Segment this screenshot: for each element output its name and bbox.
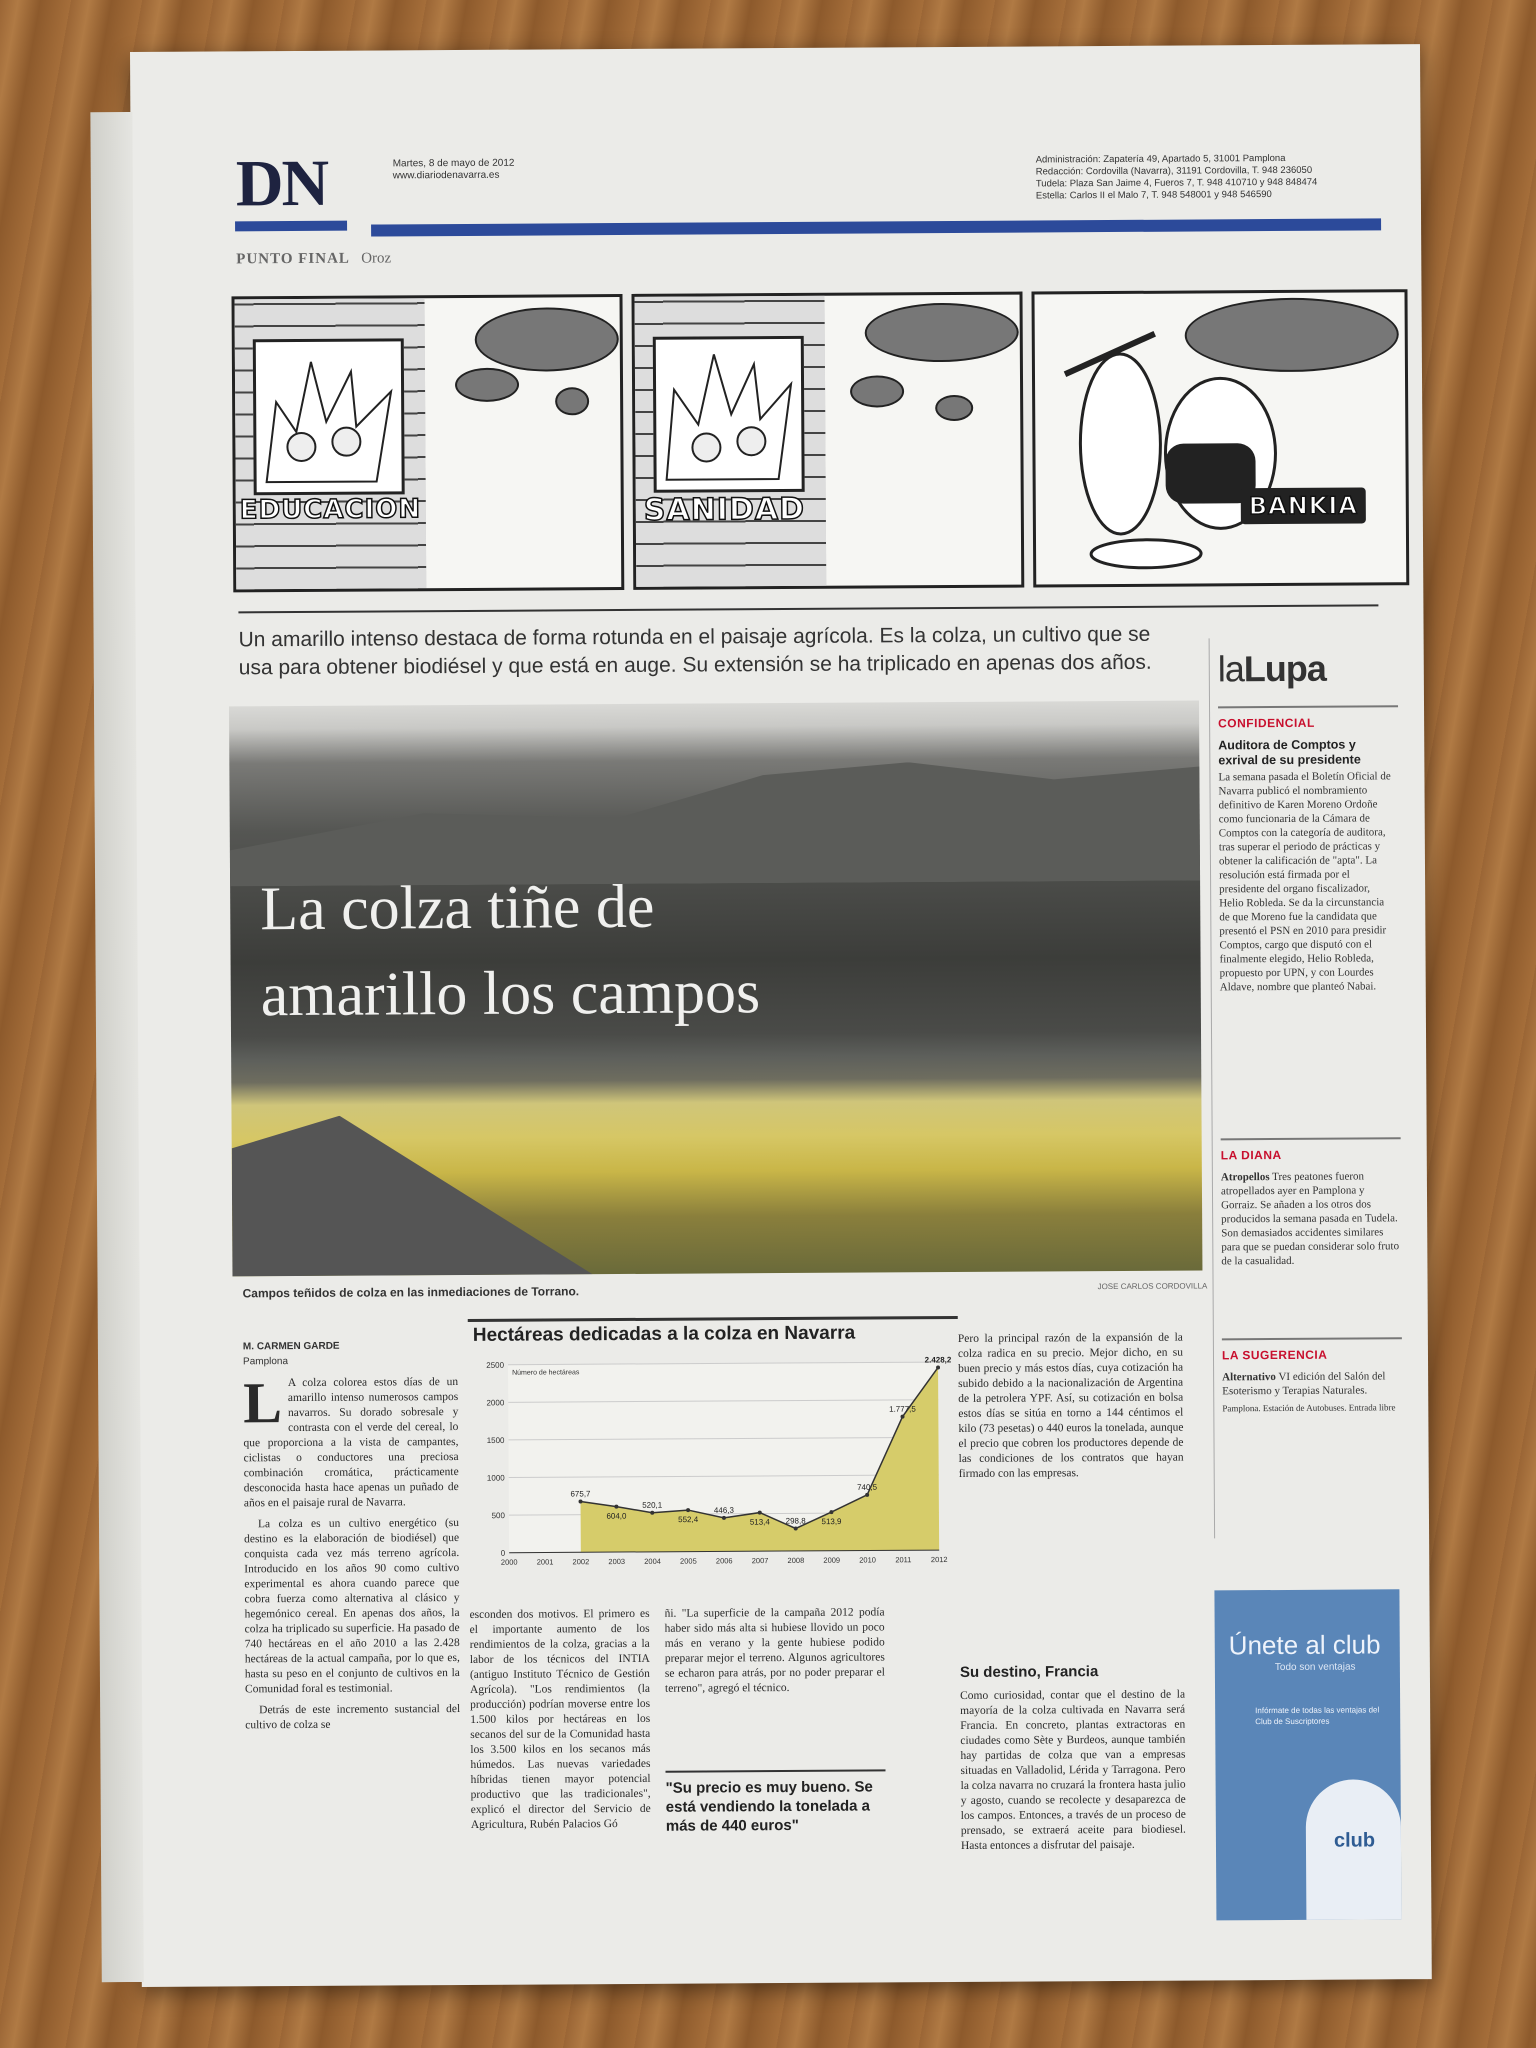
chart-point xyxy=(650,1511,654,1515)
chart-y-axis-label: Número de hectáreas xyxy=(512,1369,580,1377)
sidebar-subhead: Auditora de Comptos y exrival de su presidente xyxy=(1218,737,1361,768)
photo-credit: JOSE CARLOS CORDOVILLA xyxy=(1097,1281,1208,1292)
masthead-meta xyxy=(393,157,593,182)
article-column-3 xyxy=(665,1605,886,1696)
chart-point xyxy=(794,1526,798,1530)
chart-x-tick-label: 2011 xyxy=(895,1555,912,1565)
brick-wall xyxy=(235,298,427,589)
drop-cap: L xyxy=(243,1370,283,1436)
contact-line: Estella: Carlos II el Malo 7, T. 948 548001 y 948 546590 xyxy=(1035,189,1272,202)
chart-data-label: 2.428,2 xyxy=(924,1355,952,1365)
brick-wall xyxy=(635,296,827,587)
sidebar-text xyxy=(1221,1169,1400,1268)
sidebar-where: Pamplona. Estación de Autobuses. Entrada libre xyxy=(1222,1402,1396,1414)
website[interactable]: www.diariodenavarra.es xyxy=(392,169,500,182)
smoke-cloud xyxy=(455,368,519,402)
sidebar-body: Tres peatones fueron atropellados ayer en Pamplona y Gorraiz. Se añaden a los otros dos producidos la semana pasada en Tudela. Son demasiados accidentes similares para que se puedan considerar solo fruto de la casualidad. xyxy=(1220,1170,1400,1268)
sidebar-rule xyxy=(1221,1137,1401,1140)
chart-data-label: 740,5 xyxy=(857,1482,878,1492)
article-column-1 xyxy=(243,1370,461,1733)
chart-title: Hectáreas dedicadas a la colza en Navarra xyxy=(472,1322,856,1346)
article-column-4b xyxy=(960,1688,1186,1854)
contact-line: Tudela: Plaza San Jaime 4, Fueros 7, T. 948 410710 y 948 848474 xyxy=(1035,176,1318,190)
contact-line: Redacción: Cordovilla (Navarra), 31191 Cordovilla, T. 948 236050 xyxy=(1035,164,1313,178)
chart-data-label: 298,8 xyxy=(785,1516,806,1526)
explosion-icon xyxy=(256,341,402,492)
chart-data-label: 520,1 xyxy=(642,1500,663,1510)
chart-y-tick-label: 2000 xyxy=(486,1398,505,1408)
column-text: Detrás de este incremento sustancial del cultivo de colza se xyxy=(245,1703,461,1732)
chart-point xyxy=(614,1505,618,1509)
comic-panel-1 xyxy=(231,294,624,592)
chart-x-tick-label: 2008 xyxy=(787,1555,805,1566)
smoke-cloud xyxy=(555,387,589,415)
chart-data-label: 604,0 xyxy=(606,1511,627,1521)
figure-with-briefcase-icon xyxy=(1045,313,1317,575)
wall-hole xyxy=(253,338,405,495)
sidebar-text: La semana pasada el Boletín Oficial de Navarra publicó el nombramiento definitivo de Karen Moreno Ordoñe como funcionaria de la Cámara de Comptos con la categoría de auditora, tras superar el periodo de prácticas y obtener la calificación de "apta". La resolución está firmada por el presidente del organo fiscalizador, Helio Robleda. Se da la circunstancia de que Moreno fue la candidata que presentó el PSN en 2010 para presidir Comptos, cargo que disputó con el finalmente elegido, Helio Robleda, propuesto por UPN, y con Lourdes Aldave, nombre que planteó Nabai. xyxy=(1218,770,1391,994)
colza-chart xyxy=(468,1322,960,1585)
comic-panel-2 xyxy=(631,292,1024,590)
subhead: Su destino, Francia xyxy=(959,1663,1099,1681)
newspaper-logo: DN xyxy=(235,146,328,221)
chart-y-tick-label: 1500 xyxy=(486,1435,505,1446)
section-header xyxy=(236,250,391,268)
column-text: La colza es un cultivo energético (su destino es la elaboración de biodiésel) que conquista cada vez más terreno agrícola. Introducido en los años 90 como cultivo experimental es ahora cuando parece que cobra fuerza como alternativa al clásico y hegemónico cereal. En apenas dos años, la colza ha triplicado su superficie. Ha pasado de 740 hectáreas en el año 2010 a las 2.428 hectáreas de la actual campaña, por lo que es, hasta su peso en el conjunto de cultivos en la Comunidad foral es testimonial. xyxy=(244,1517,460,1696)
chart-point xyxy=(901,1415,905,1419)
chart-x-tick-label: 2004 xyxy=(644,1556,661,1566)
chart-point xyxy=(758,1511,762,1515)
headline-line-1: La colza tiñe de xyxy=(260,872,655,944)
chart-point xyxy=(829,1510,833,1514)
chart-point xyxy=(936,1365,940,1369)
explosion-icon xyxy=(656,339,802,490)
bankia-sign xyxy=(1241,487,1366,524)
newspaper-page xyxy=(130,44,1432,1987)
byline: M. CARMEN GARDE xyxy=(242,1340,340,1353)
chart-x-tick-label: 2001 xyxy=(536,1557,554,1567)
chart-y-tick-label: 0 xyxy=(500,1548,506,1558)
chart-y-tick-label: 2500 xyxy=(486,1360,505,1370)
lupa-logo-lupa: Lupa xyxy=(1243,647,1326,690)
chart-plot xyxy=(468,1350,959,1583)
chart-data-label: 675,7 xyxy=(570,1489,591,1499)
contact-line: Administración: Zapatería 49, Apartado 5, 31001 Pamplona xyxy=(1035,152,1286,166)
sidebar-subhead: Atropellos xyxy=(1220,1171,1270,1184)
issue-date: Martes, 8 de mayo de 2012 xyxy=(392,157,515,170)
chart-x-tick-label: 2000 xyxy=(500,1557,518,1567)
chart-x-tick-label: 2009 xyxy=(823,1555,841,1565)
pullquote: "Su precio es muy bueno. Se está vendiendo la tonelada a más de 440 euros" xyxy=(665,1778,873,1835)
sidebar-heading-sugerencia: LA SUGERENCIA xyxy=(1221,1347,1328,1363)
sidebar-heading-la-diana: LA DIANA xyxy=(1220,1147,1282,1163)
column-text: Pero la principal razón de la expansión de la colza radica en su precio. Mejor dicho, en su buen precio y más estos días, cuya cotización ha subido debido a la nacionalización de Argentina de la petrolera YPF. Así, su cotización en bolsa estos días se sitúa en torno a 144 céntimos el kilo (73 pesetas) o 440 euros la tonelada, aunque el precio que cobren los productores depende de las condiciones de los contratos que hayan firmado con las empresas. xyxy=(957,1331,1184,1480)
lupa-logo xyxy=(1218,648,1326,691)
pullquote-rule xyxy=(666,1769,886,1772)
section-author: Oroz xyxy=(361,250,392,267)
ad-text: Infórmate de todas las ventajas del Club de Suscriptores xyxy=(1255,1705,1380,1727)
byline-location: Pamplona xyxy=(242,1356,289,1368)
header-rule xyxy=(371,218,1381,236)
sidebar-la-lupa xyxy=(1209,637,1407,1538)
comic-label-education: EDUCACION xyxy=(239,494,422,526)
smoke-cloud xyxy=(850,375,904,407)
chart-point xyxy=(686,1508,690,1512)
chart-x-tick-label: 2007 xyxy=(751,1556,769,1566)
club-advertisement[interactable] xyxy=(1214,1589,1401,1920)
section-divider xyxy=(238,604,1378,613)
chart-data-label: 513,4 xyxy=(749,1517,770,1527)
column-text: esconden dos motivos. El primero es el importante aumento de los rendimientos de la colza, gracias a la labor de los técnicos del INTIA (antiguo Instituto Técnico de Gestión Agrícola). "Los rendimientos (la producción) podrían moverse entre los 1.500 kilos por hectáreas en los secanos del sur de la Comunidad hasta los 3.500 kilos en los secanos más húmedos. Las nuevas variedades híbridas tienen mayor potencial productivo que las tradicionales", explicó el director del Servicio de Agricultura, Rubén Palacios Gó xyxy=(469,1607,651,1831)
chart-point xyxy=(722,1516,726,1520)
logo-underline xyxy=(235,221,347,232)
chart-x-tick-label: 2005 xyxy=(680,1556,697,1566)
comic-panel-3 xyxy=(1031,289,1409,587)
lede-text: Un amarillo intenso destaca de forma rotunda en el paisaje agrícola. Es la colza, un cultivo que se usa para obtener biodiésel y que está en auge. Su extensión se ha triplicado en apenas dos años. xyxy=(238,622,1152,680)
section-label: PUNTO FINAL xyxy=(236,250,350,268)
wall-hole xyxy=(653,336,805,493)
chart-data-label: 552,4 xyxy=(678,1515,699,1525)
ad-subtitle: Todo son ventajas xyxy=(1274,1661,1356,1674)
chart-data-label: 513,9 xyxy=(821,1517,842,1527)
chart-point xyxy=(579,1499,583,1503)
headline-line-2: amarillo los campos xyxy=(260,958,761,1030)
sidebar-rule xyxy=(1222,1337,1402,1340)
chart-data-label: 1.777,5 xyxy=(889,1404,916,1414)
chart-data-label: 446,3 xyxy=(713,1505,734,1515)
road xyxy=(232,1114,593,1276)
contact-block xyxy=(1036,152,1381,202)
chart-x-tick-label: 2002 xyxy=(572,1557,590,1567)
article-column-2 xyxy=(470,1607,651,1833)
chart-y-tick-label: 500 xyxy=(491,1511,505,1521)
column-text: ñi. "La superficie de la campaña 2012 podía haber sido más alta si hubiese llovido un poco más en verano y la gente hubiese podido preparar mejor el terreno. Algunos agricultores se echaron para atrás, por no poder preparar el terreno", agregó el técnico. xyxy=(664,1606,885,1695)
photo-caption: Campos teñidos de colza en las inmediaciones de Torrano. xyxy=(242,1284,580,1301)
chart-x-tick-label: 2006 xyxy=(715,1556,733,1566)
sidebar-heading-confidencial: CONFIDENCIAL xyxy=(1218,715,1315,731)
column-text: Como curiosidad, contar que el destino de la mayoría de la colza cultivada en Navarra será Francia. En concreto, plantas extractoras en ciudades como Sète y Burdeos, aunque también hay partidas de colza que van a empresas situadas en Valladolid, Lérida y Tarragona. Pero la colza navarra no cruzará la frontera hasta julio y agosto, cuando se recolecte y desaparezca de los campos. Entonces, a través de un proceso de prensado, se extraerá aceite para biodiesel. Hasta entonces a disfrutar del paisaje. xyxy=(960,1688,1186,1852)
sidebar-body: VI edición del Salón del Esoterismo y Terapias Naturales. xyxy=(1222,1370,1386,1398)
comic-label-sanidad: SANIDAD xyxy=(643,491,806,528)
column-text: A colza colorea estos días de un amarillo intenso numerosos campos navarros. Su dorado sobresale y contrasta con el verde del cereal, lo que proporciona a la vista de campantes, ciclistas o conductores una preciosa combinación cromática, prácticamente desconocida hasta hace apenas un puñado de años en el paisaje rural de Navarra. xyxy=(243,1376,459,1510)
chart-x-tick-label: 2012 xyxy=(930,1555,948,1565)
smoke-cloud xyxy=(865,303,1019,363)
comic-label-bankia: BANKIA xyxy=(1248,491,1358,521)
sidebar-subhead: Alternativo xyxy=(1222,1371,1276,1384)
sidebar-text xyxy=(1222,1369,1400,1415)
chart-top-rule xyxy=(468,1316,958,1322)
chart-point xyxy=(865,1493,869,1497)
headline xyxy=(260,863,760,1038)
club-logo: club xyxy=(1333,1829,1376,1852)
article-column-4 xyxy=(958,1331,1184,1482)
smoke-cloud xyxy=(475,307,619,372)
smoke-cloud xyxy=(935,395,973,421)
ad-title: Únete al club xyxy=(1228,1629,1381,1661)
chart-y-tick-label: 1000 xyxy=(486,1473,505,1483)
lead-photo xyxy=(229,700,1202,1276)
chart-x-tick-label: 2003 xyxy=(608,1557,626,1567)
sidebar-rule xyxy=(1218,705,1398,708)
lupa-logo-la: la xyxy=(1217,648,1244,690)
chart-x-tick-label: 2010 xyxy=(859,1555,876,1565)
